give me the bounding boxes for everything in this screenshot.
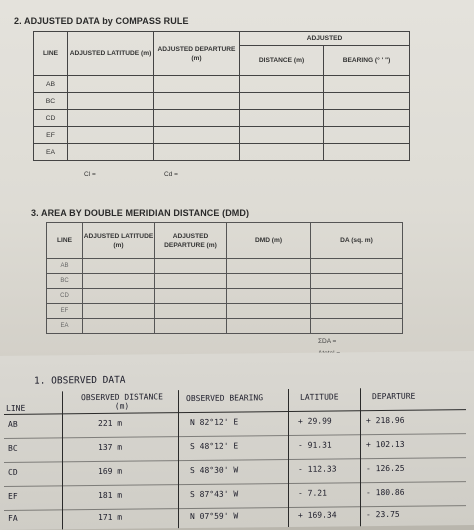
- col-adj-dep: ADJUSTED DEPARTURE (m): [154, 32, 240, 76]
- dep-cell[interactable]: [155, 304, 227, 319]
- row-distance: 171 m: [98, 512, 123, 522]
- line-label: AB: [47, 259, 83, 274]
- row-distance: 181 m: [98, 490, 123, 500]
- col-dmd: DMD (m): [227, 223, 311, 259]
- table-row: [47, 319, 403, 334]
- line-label: AB: [34, 76, 68, 93]
- lat-cell[interactable]: [68, 76, 154, 93]
- row-departure: + 102.13: [366, 439, 405, 450]
- line-label: EA: [47, 319, 83, 334]
- da-cell[interactable]: [311, 259, 403, 274]
- col-adj-lat: ADJUSTED LATITUDE (m): [83, 223, 155, 259]
- line-label: CD: [47, 289, 83, 304]
- col-departure: DEPARTURE: [372, 391, 416, 402]
- dep-cell[interactable]: [154, 144, 240, 161]
- dep-cell[interactable]: [155, 319, 227, 334]
- line-label: EA: [34, 144, 68, 161]
- dep-cell[interactable]: [155, 274, 227, 289]
- row-bearing: S 87°43' W: [190, 489, 239, 500]
- lat-cell[interactable]: [68, 144, 154, 161]
- bearing-cell[interactable]: [324, 144, 410, 161]
- bearing-cell[interactable]: [324, 110, 410, 127]
- line-label: EF: [47, 304, 83, 319]
- row-latitude: + 169.34: [298, 510, 337, 520]
- table-row: [34, 93, 410, 110]
- da-cell[interactable]: [311, 274, 403, 289]
- sum-da-label: ΣDA =: [318, 338, 337, 345]
- bearing-cell[interactable]: [324, 93, 410, 110]
- table-row: [47, 304, 403, 319]
- col-observed-bearing: OBSERVED BEARING: [186, 393, 264, 404]
- dep-cell[interactable]: [154, 76, 240, 93]
- col-latitude: LATITUDE: [300, 392, 339, 402]
- col-line: LINE: [47, 223, 83, 259]
- row-rule: [4, 457, 466, 463]
- dep-cell[interactable]: [155, 289, 227, 304]
- dep-cell[interactable]: [154, 110, 240, 127]
- observed-title: 1. OBSERVED DATA: [34, 374, 126, 387]
- line-label: EF: [34, 127, 68, 144]
- lat-cell[interactable]: [83, 319, 155, 334]
- dep-cell[interactable]: [154, 93, 240, 110]
- col-distance: DISTANCE (m): [240, 46, 324, 76]
- col-adj-dep: ADJUSTED DEPARTURE (m): [155, 223, 227, 259]
- col-adj-lat: ADJUSTED LATITUDE (m): [68, 32, 154, 76]
- row-bearing: S 48°12' E: [190, 441, 239, 452]
- row-rule: [4, 433, 466, 439]
- lat-cell[interactable]: [68, 93, 154, 110]
- row-bearing: S 48°30' W: [190, 465, 239, 476]
- row-bearing: N 82°12' E: [190, 417, 239, 428]
- lat-cell[interactable]: [83, 289, 155, 304]
- col-da: DA (sq. m): [311, 223, 403, 259]
- bearing-cell[interactable]: [324, 127, 410, 144]
- line-label: CD: [34, 110, 68, 127]
- bearing-cell[interactable]: [324, 76, 410, 93]
- table-row: [47, 274, 403, 289]
- row-latitude: - 91.31: [298, 440, 332, 450]
- dep-cell[interactable]: [154, 127, 240, 144]
- row-latitude: - 112.33: [298, 464, 337, 474]
- col-observed-distance: OBSERVED DISTANCE (m): [81, 392, 163, 411]
- distance-cell[interactable]: [240, 144, 324, 161]
- table-row: [47, 259, 403, 274]
- row-line: CD: [8, 467, 18, 477]
- col-adjusted: ADJUSTED: [240, 32, 410, 46]
- table-row: [47, 289, 403, 304]
- lat-cell[interactable]: [68, 110, 154, 127]
- lat-cell[interactable]: [83, 304, 155, 319]
- row-departure: - 126.25: [366, 463, 405, 474]
- row-departure: - 180.86: [366, 487, 405, 498]
- distance-cell[interactable]: [240, 127, 324, 144]
- dmd-cell[interactable]: [227, 274, 311, 289]
- compass-rule-table: [33, 31, 410, 161]
- da-cell[interactable]: [311, 304, 403, 319]
- distance-cell[interactable]: [240, 110, 324, 127]
- da-cell[interactable]: [311, 289, 403, 304]
- dep-cell[interactable]: [155, 259, 227, 274]
- dmd-cell[interactable]: [227, 289, 311, 304]
- distance-cell[interactable]: [240, 76, 324, 93]
- da-cell[interactable]: [311, 319, 403, 334]
- row-bearing: N 07°59' W: [190, 511, 239, 522]
- row-distance: 221 m: [98, 418, 123, 428]
- row-latitude: + 29.99: [298, 416, 332, 426]
- line-label: BC: [34, 93, 68, 110]
- handwritten-sheet: [0, 351, 474, 530]
- lat-cell[interactable]: [83, 259, 155, 274]
- section2-title: 2. ADJUSTED DATA by COMPASS RULE: [14, 16, 189, 26]
- row-latitude: - 7.21: [298, 488, 327, 498]
- row-line: AB: [8, 419, 18, 429]
- row-line: BC: [8, 443, 18, 453]
- dmd-cell[interactable]: [227, 259, 311, 274]
- col-bearing: BEARING (° ' "): [324, 46, 410, 76]
- lat-cell[interactable]: [83, 274, 155, 289]
- cd-label: Cd =: [164, 171, 178, 178]
- col-line: LINE: [6, 403, 26, 413]
- table-row: [34, 144, 410, 161]
- dmd-table: [46, 222, 403, 334]
- row-departure: - 23.75: [366, 509, 400, 520]
- dmd-cell[interactable]: [227, 304, 311, 319]
- row-line: FA: [8, 513, 18, 523]
- row-line: EF: [8, 491, 18, 501]
- row-departure: + 218.96: [366, 415, 405, 426]
- row-rule: [4, 481, 466, 487]
- table-row: [34, 110, 410, 127]
- line-label: BC: [47, 274, 83, 289]
- distance-cell[interactable]: [240, 93, 324, 110]
- section3-title: 3. AREA BY DOUBLE MERIDIAN DISTANCE (DMD): [31, 208, 250, 218]
- table-row: [34, 76, 410, 93]
- cl-label: Cl =: [84, 171, 96, 178]
- col-line: LINE: [34, 32, 68, 76]
- dmd-cell[interactable]: [227, 319, 311, 334]
- row-distance: 169 m: [98, 466, 123, 476]
- row-distance: 137 m: [98, 442, 123, 452]
- lat-cell[interactable]: [68, 127, 154, 144]
- table-row: [34, 127, 410, 144]
